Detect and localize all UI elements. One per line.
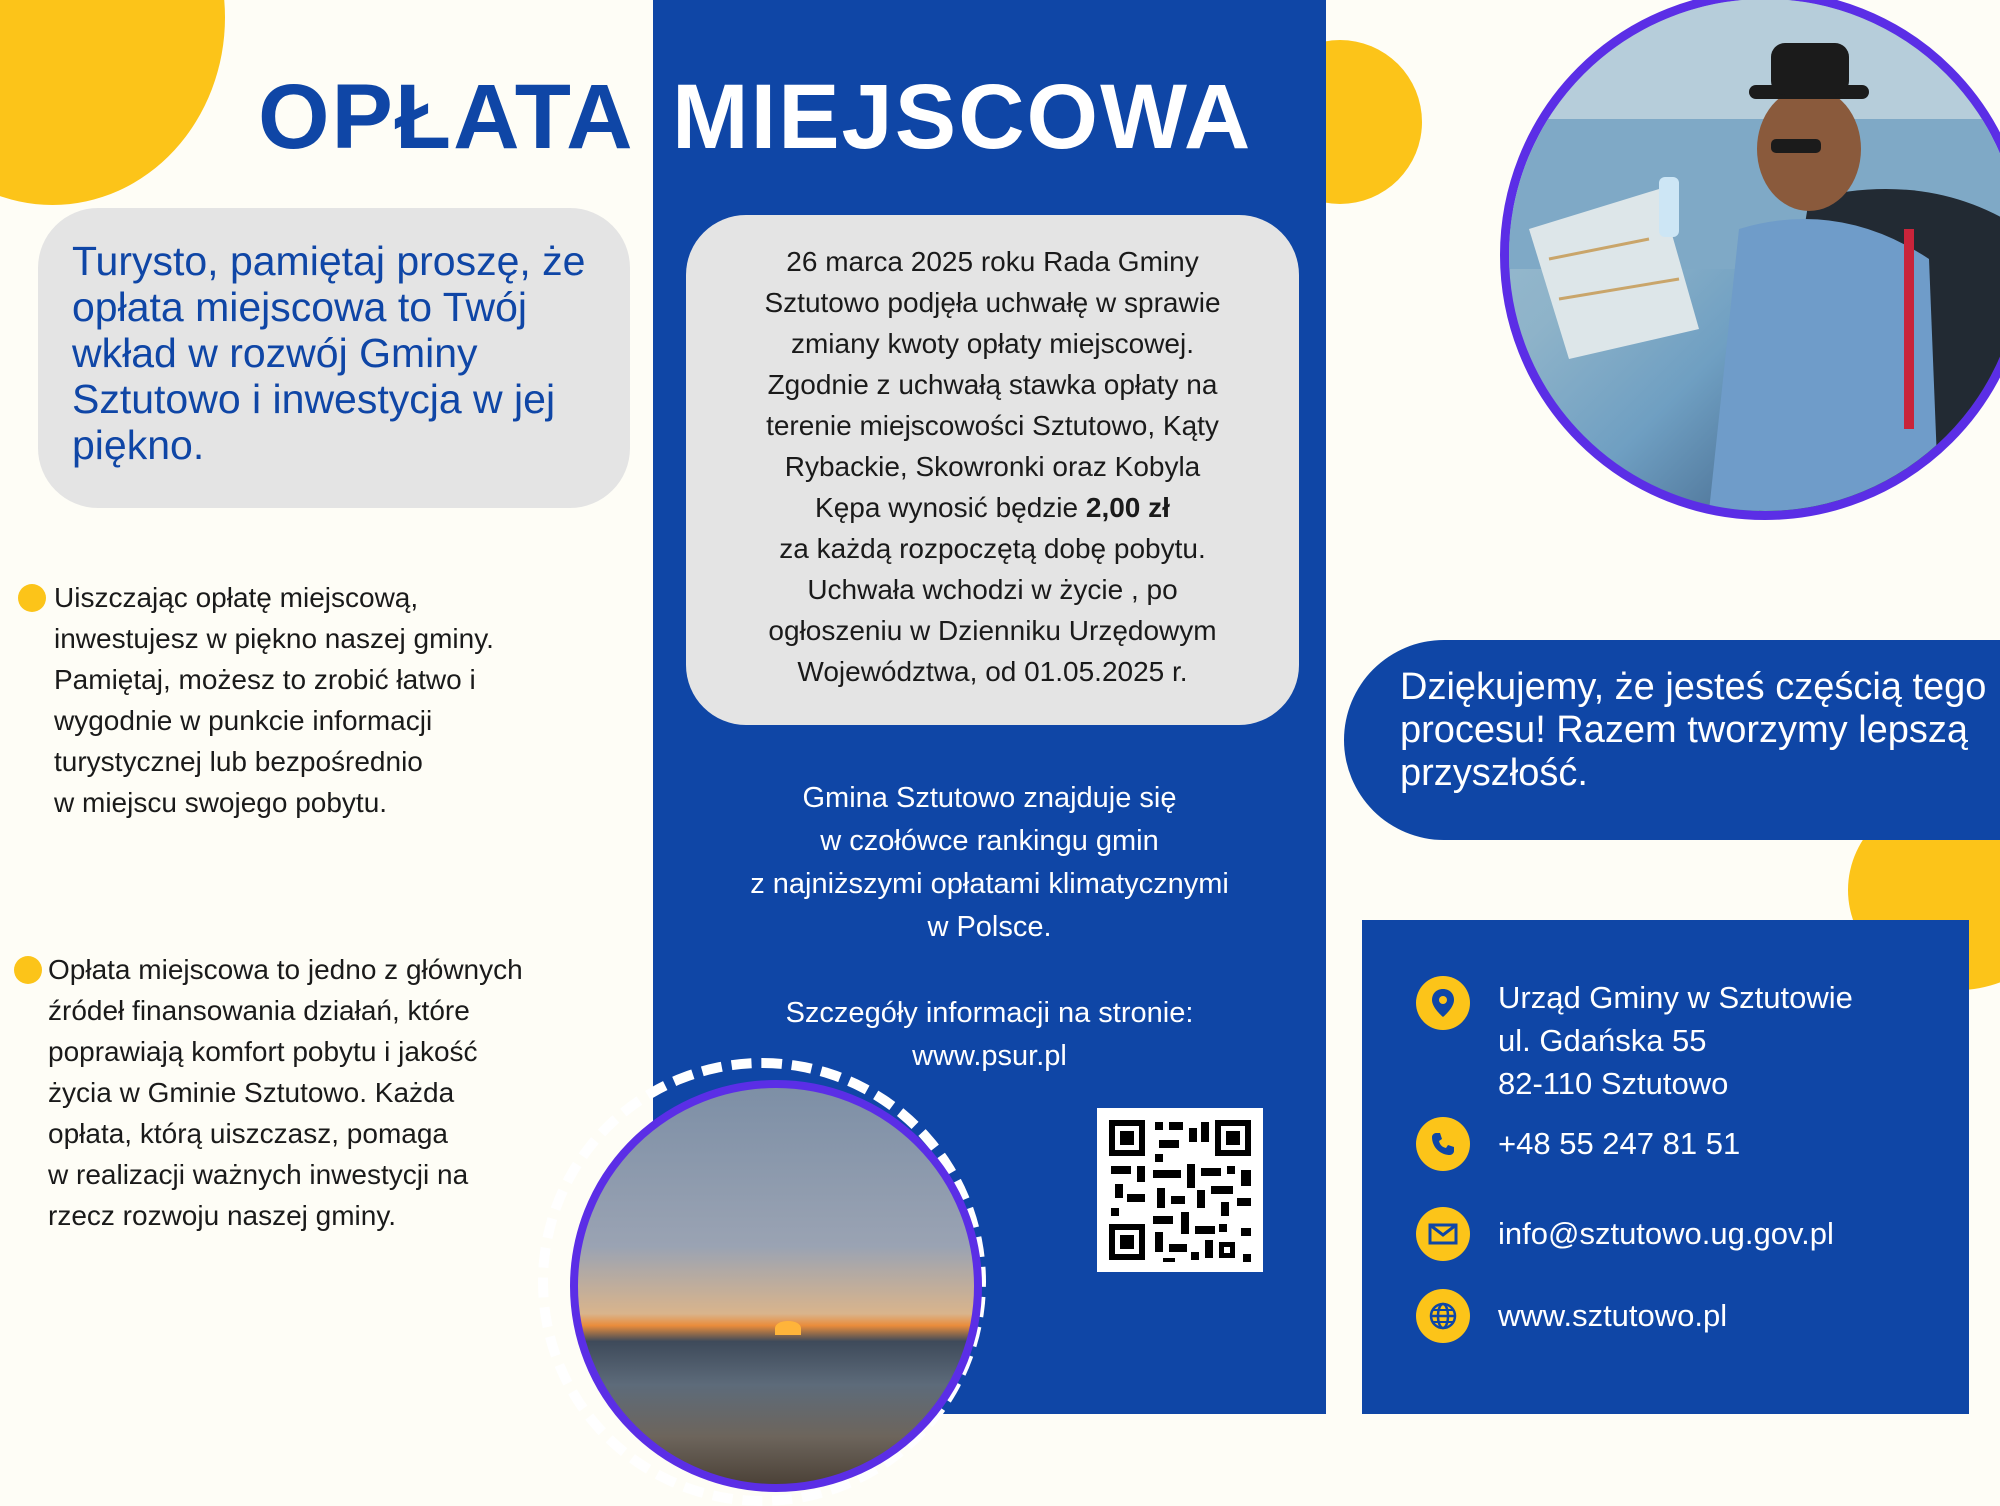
intro-box [38, 208, 630, 508]
bullet-dot-icon [14, 956, 42, 984]
decision-rate-prefix: Kępa wynosić będzie [815, 492, 1079, 523]
bullet-line: turystycznej lub bezpośrednio [54, 746, 423, 777]
email-link[interactable]: info@sztutowo.ug.gov.pl [1498, 1216, 1834, 1251]
page-title-right: MIEJSCOWA [672, 66, 1253, 168]
decision-line: zmiany kwoty opłaty miejscowej. [790, 328, 1195, 359]
address-line: ul. Gdańska 55 [1498, 1023, 1707, 1058]
sun-icon [775, 1321, 801, 1335]
phone-glyph [1430, 1131, 1456, 1157]
thanks-banner [1344, 640, 2000, 840]
address-block [1498, 976, 1853, 1105]
qr-code-graphic [1097, 1108, 1263, 1272]
thanks-text: Dziękujemy, że jesteś częścią tego procesu! Razem tworzymy lepszą przyszłość. [1400, 666, 1987, 794]
location-pin-glyph [1430, 988, 1456, 1018]
bullet-dot-icon [18, 584, 46, 612]
intro-text: Turysto, pamiętaj proszę, że opłata miejscowa to Twój wkład w rozwój Gminy Sztutowo i inwestycja w jej piękno. [72, 238, 586, 468]
traveler-illustration [1509, 0, 2000, 511]
envelope-glyph [1428, 1223, 1458, 1245]
sunset-beach-photo [570, 1080, 982, 1492]
location-pin-icon [1416, 976, 1470, 1030]
decision-line: Sztutowo podjęła uchwałę w sprawie [764, 287, 1221, 318]
qr-code[interactable] [1097, 1108, 1263, 1272]
bullet-line: rzecz rozwoju naszej gminy. [48, 1200, 397, 1231]
page-title-left: OPŁATA [258, 66, 635, 168]
bullet-line: inwestujesz w piękno naszej gminy. [54, 623, 494, 654]
bullet-line: w miejscu swojego pobytu. [54, 787, 388, 818]
decision-rate-line [704, 487, 1281, 528]
details-label: Szczegóły informacji na stronie: [785, 997, 1194, 1029]
ranking-line: w czołówce rankingu gmin [820, 825, 1159, 857]
ranking-line: w Polsce. [927, 911, 1052, 943]
decision-line: Uchwała wchodzi w życie , po [807, 574, 1178, 605]
decision-line: ogłoszeniu w Dzienniku Urzędowym [768, 615, 1217, 646]
bullet-line: Opłata miejscowa to jedno z głównych [48, 954, 523, 985]
ranking-text [653, 777, 1326, 949]
traveler-with-map-photo [1500, 0, 2000, 520]
bullet-paragraph-payment [54, 577, 614, 823]
bullet-line: wygodnie w punkcie informacji [54, 705, 433, 736]
bullet-line: Uiszczając opłatę miejscową, [54, 582, 419, 613]
bullet-line: poprawiają komfort pobytu i jakość [48, 1036, 478, 1067]
decision-line: Województwa, od 01.05.2025 r. [797, 656, 1188, 687]
globe-icon [1416, 1289, 1470, 1343]
details-url-link[interactable]: www.psur.pl [912, 1040, 1067, 1072]
decision-line: 26 marca 2025 roku Rada Gminy [786, 246, 1199, 277]
address-line: 82-110 Sztutowo [1498, 1066, 1729, 1101]
decision-text [704, 241, 1281, 692]
bullet-line: opłata, którą uiszczasz, pomaga [48, 1118, 448, 1149]
ranking-line: z najniższymi opłatami klimatycznymi [750, 868, 1229, 900]
decision-box [686, 215, 1299, 725]
envelope-icon [1416, 1207, 1470, 1261]
contact-box [1362, 920, 1969, 1414]
phone-link[interactable]: +48 55 247 81 51 [1498, 1126, 1741, 1161]
decision-rate-value: 2,00 zł [1085, 492, 1170, 523]
website-link[interactable]: www.sztutowo.pl [1498, 1298, 1728, 1333]
decision-line: Rybackie, Skowronki oraz Kobyla [784, 451, 1201, 482]
decision-line: terenie miejscowości Sztutowo, Kąty [766, 410, 1219, 441]
bullet-line: w realizacji ważnych inwestycji na [48, 1159, 469, 1190]
decision-line: Zgodnie z uchwałą stawka opłaty na [767, 369, 1218, 400]
globe-glyph [1428, 1301, 1458, 1331]
bullet-line: życia w Gminie Sztutowo. Każda [48, 1077, 455, 1108]
decor-circle-top-left [0, 0, 225, 205]
bullet-line: Pamiętaj, możesz to zrobić łatwo i [54, 664, 476, 695]
phone-icon [1416, 1117, 1470, 1171]
bullet-line: źródeł finansowania działań, które [48, 995, 470, 1026]
address-line: Urząd Gminy w Sztutowie [1498, 980, 1853, 1015]
bullet-paragraph-funding [48, 949, 638, 1236]
ranking-line: Gmina Sztutowo znajduje się [802, 782, 1177, 814]
decision-line: za każdą rozpoczętą dobę pobytu. [779, 533, 1206, 564]
